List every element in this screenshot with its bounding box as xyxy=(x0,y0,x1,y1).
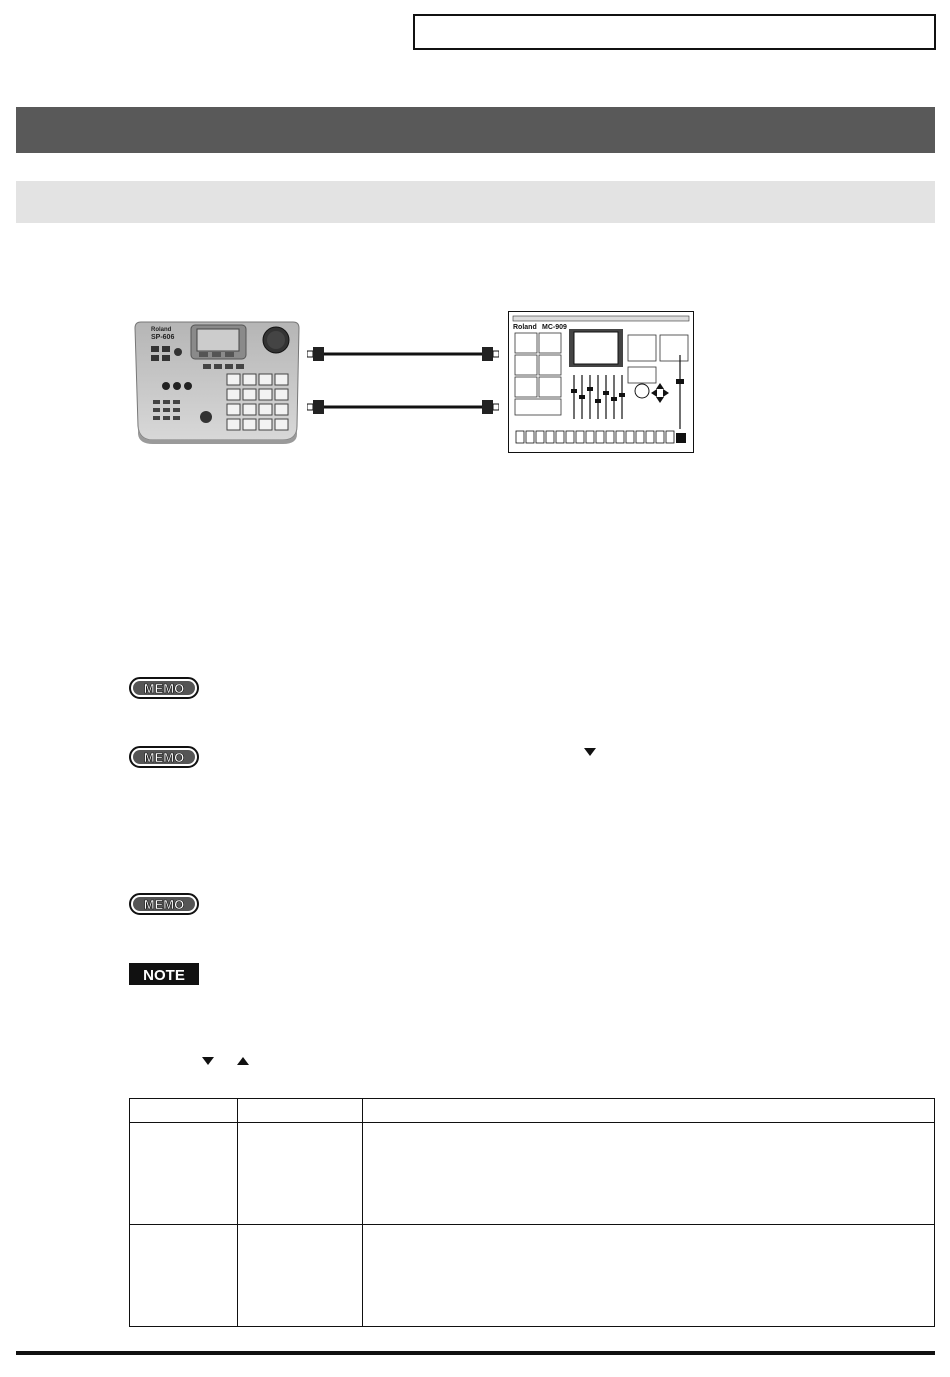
table-cell xyxy=(363,1225,935,1327)
table-header-cell xyxy=(363,1099,935,1123)
mc-909-model: MC-909 xyxy=(542,324,567,331)
running-title-box xyxy=(413,14,936,50)
table-cell xyxy=(130,1225,238,1327)
memo-badge-label: MEMO xyxy=(143,681,185,696)
memo-badge xyxy=(129,893,199,915)
table-row xyxy=(130,1123,935,1225)
memo-badge xyxy=(129,746,199,768)
section-band xyxy=(16,181,935,223)
up-triangle-icon xyxy=(237,1057,249,1065)
parameter-table xyxy=(129,1098,935,1327)
table-header-cell xyxy=(238,1099,363,1123)
memo-badge-label: MEMO xyxy=(143,897,185,912)
sp-606-brand: Roland xyxy=(151,327,172,333)
sp-606-device-illustration xyxy=(133,318,301,444)
note-badge xyxy=(129,963,199,985)
table-header-row xyxy=(130,1099,935,1123)
midi-cable-upper xyxy=(307,345,499,363)
memo-badge xyxy=(129,677,199,699)
table-row xyxy=(130,1225,935,1327)
chapter-band xyxy=(16,107,935,153)
memo-badge-label: MEMO xyxy=(143,750,185,765)
down-triangle-icon xyxy=(584,748,596,756)
mc-909-device-illustration xyxy=(508,311,694,453)
table-cell xyxy=(238,1123,363,1225)
note-badge-label: NOTE xyxy=(143,967,185,984)
footer-rule xyxy=(16,1351,935,1355)
table-cell xyxy=(363,1123,935,1225)
mc-909-brand: Roland xyxy=(513,324,537,331)
down-triangle-icon xyxy=(202,1057,214,1065)
table-cell xyxy=(130,1123,238,1225)
midi-cable-lower xyxy=(307,398,499,416)
table-cell xyxy=(238,1225,363,1327)
sp-606-model: SP-606 xyxy=(151,334,175,341)
table-header-cell xyxy=(130,1099,238,1123)
